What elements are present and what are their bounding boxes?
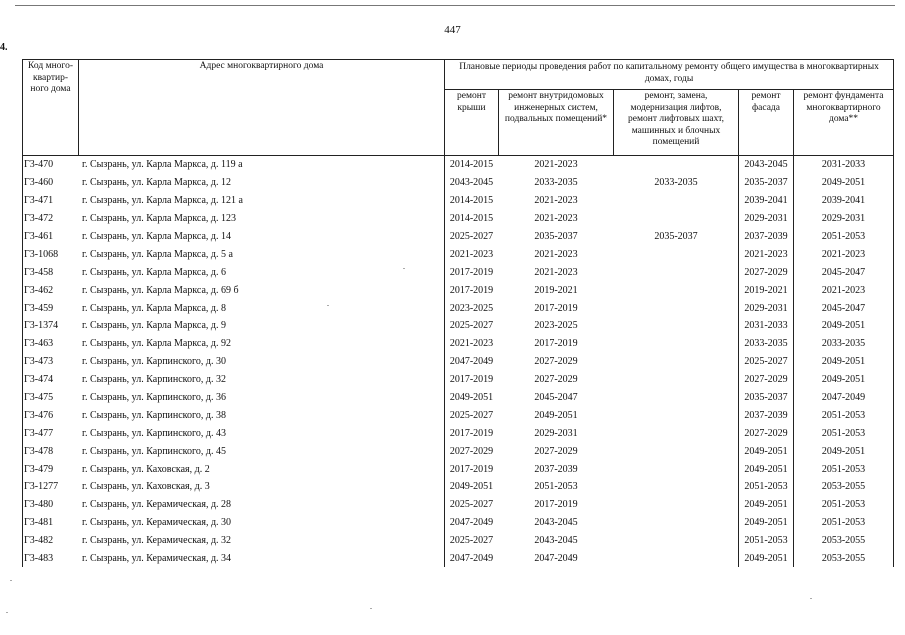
table-row xyxy=(23,371,894,389)
cell-roof: 2014-2015 xyxy=(445,156,499,174)
cell-systems: 2023-2025 xyxy=(534,320,578,332)
cell-facade: 2051-2053 xyxy=(739,478,794,496)
cell-address: г. Сызрань, ул. Карла Маркса, д. 9 xyxy=(82,320,227,332)
header-systems: ремонт внутридомовых инженерных систем, подвальных помещений* xyxy=(499,90,614,156)
cell-code: Г3-459 xyxy=(23,299,79,317)
cell-foundation: 2051-2053 xyxy=(794,460,894,478)
cell-roof: 2017-2019 xyxy=(445,460,499,478)
page-number: 447 xyxy=(444,24,461,36)
cell-facade: 2027-2029 xyxy=(739,371,794,389)
cell-elevators xyxy=(614,478,739,496)
cell-elevators xyxy=(614,514,739,532)
cell-roof: 2043-2045 xyxy=(445,174,499,192)
cell-elevators xyxy=(614,245,739,263)
cell-foundation: 2049-2051 xyxy=(794,174,894,192)
margin-mark: 4. xyxy=(0,42,8,53)
cell-roof: 2027-2029 xyxy=(445,442,499,460)
cell-foundation: 2039-2041 xyxy=(794,192,894,210)
cell-elevators xyxy=(614,156,739,174)
cell-roof: 2014-2015 xyxy=(445,192,499,210)
cell-foundation: 2047-2049 xyxy=(794,389,894,407)
cell-roof: 2047-2049 xyxy=(445,514,499,532)
cell-systems: 2021-2023 xyxy=(534,159,578,171)
cell-roof: 2047-2049 xyxy=(445,550,499,568)
cell-address: г. Сызрань, ул. Карла Маркса, д. 8 xyxy=(82,302,227,314)
cell-roof: 2049-2051 xyxy=(445,478,499,496)
scan-speck xyxy=(6,612,8,613)
cell-elevators xyxy=(614,389,739,407)
cell-foundation: 2033-2035 xyxy=(794,335,894,353)
table-row xyxy=(23,424,894,442)
cell-facade: 2043-2045 xyxy=(739,156,794,174)
cell-address: г. Сызрань, ул. Карпинского, д. 36 xyxy=(82,392,226,404)
cell-systems: 2051-2053 xyxy=(534,481,578,493)
cell-foundation: 2029-2031 xyxy=(794,210,894,228)
cell-address: г. Сызрань, ул. Карла Маркса, д. 69 б xyxy=(82,284,239,296)
cell-roof: 2025-2027 xyxy=(445,406,499,424)
cell-foundation: 2053-2055 xyxy=(794,550,894,568)
cell-address: г. Сызрань, ул. Керамическая, д. 30 xyxy=(82,517,232,529)
cell-address: г. Сызрань, ул. Керамическая, д. 32 xyxy=(82,535,232,547)
cell-facade: 2021-2023 xyxy=(739,245,794,263)
top-border-line xyxy=(15,5,895,6)
cell-address: г. Сызрань, ул. Карла Маркса, д. 5 а xyxy=(82,248,233,260)
cell-systems: 2021-2023 xyxy=(534,213,578,225)
table-row xyxy=(23,299,894,317)
cell-facade: 2049-2051 xyxy=(739,496,794,514)
cell-facade: 2029-2031 xyxy=(739,210,794,228)
cell-elevators xyxy=(614,335,739,353)
cell-elevators xyxy=(614,281,739,299)
cell-code: Г3-470 xyxy=(23,156,79,174)
cell-elevators: 2033-2035 xyxy=(654,177,698,189)
cell-roof: 2025-2027 xyxy=(445,496,499,514)
cell-roof: 2049-2051 xyxy=(445,389,499,407)
cell-systems: 2045-2047 xyxy=(534,392,578,404)
cell-roof: 2023-2025 xyxy=(445,299,499,317)
cell-foundation: 2051-2053 xyxy=(794,406,894,424)
cell-code: Г3-477 xyxy=(23,424,79,442)
cell-code: Г3-1374 xyxy=(23,317,79,335)
cell-elevators xyxy=(614,424,739,442)
table-row xyxy=(23,496,894,514)
cell-facade: 2037-2039 xyxy=(739,406,794,424)
cell-systems: 2017-2019 xyxy=(534,302,578,314)
cell-elevators xyxy=(614,550,739,568)
cell-systems: 2021-2023 xyxy=(534,266,578,278)
scan-speck xyxy=(403,268,405,269)
cell-roof: 2017-2019 xyxy=(445,424,499,442)
table-row xyxy=(23,460,894,478)
cell-systems: 2021-2023 xyxy=(534,195,578,207)
cell-code: Г3-475 xyxy=(23,389,79,407)
cell-code: Г3-480 xyxy=(23,496,79,514)
cell-code: Г3-461 xyxy=(23,228,79,246)
cell-foundation: 2049-2051 xyxy=(794,371,894,389)
scan-speck xyxy=(370,608,372,609)
table-row xyxy=(23,442,894,460)
cell-code: Г3-463 xyxy=(23,335,79,353)
cell-facade: 2051-2053 xyxy=(739,532,794,550)
cell-foundation: 2021-2023 xyxy=(794,245,894,263)
cell-foundation: 2049-2051 xyxy=(794,353,894,371)
cell-address: г. Сызрань, ул. Карпинского, д. 32 xyxy=(82,374,226,386)
cell-address: г. Сызрань, ул. Керамическая, д. 34 xyxy=(82,553,232,565)
table-row xyxy=(23,353,894,371)
cell-address: г. Сызрань, ул. Карла Маркса, д. 12 xyxy=(82,177,232,189)
cell-roof: 2025-2027 xyxy=(445,317,499,335)
cell-facade: 2049-2051 xyxy=(739,460,794,478)
cell-code: Г3-476 xyxy=(23,406,79,424)
cell-elevators xyxy=(614,317,739,335)
cell-elevators xyxy=(614,496,739,514)
cell-elevators xyxy=(614,263,739,281)
cell-elevators: 2035-2037 xyxy=(654,231,698,242)
cell-elevators xyxy=(614,353,739,371)
cell-systems: 2027-2029 xyxy=(534,356,578,368)
table-row xyxy=(23,192,894,210)
cell-foundation: 2053-2055 xyxy=(794,532,894,550)
cell-roof: 2025-2027 xyxy=(445,532,499,550)
cell-roof: 2021-2023 xyxy=(445,335,499,353)
cell-address: г. Сызрань, ул. Карла Маркса, д. 121 а xyxy=(82,195,243,207)
cell-address: г. Сызрань, ул. Карпинского, д. 30 xyxy=(82,356,226,368)
cell-roof: 2021-2023 xyxy=(445,245,499,263)
cell-roof: 2025-2027 xyxy=(445,228,499,246)
cell-facade: 2031-2033 xyxy=(739,317,794,335)
header-address: Адрес многоквартирного дома xyxy=(79,60,445,156)
cell-systems: 2037-2039 xyxy=(534,463,578,475)
header-roof: ремонт крыши xyxy=(445,90,499,156)
cell-elevators xyxy=(614,192,739,210)
cell-address: г. Сызрань, ул. Карпинского, д. 43 xyxy=(82,427,226,439)
cell-foundation: 2051-2053 xyxy=(794,228,894,246)
table-row xyxy=(23,281,894,299)
cell-systems: 2017-2019 xyxy=(534,338,578,350)
cell-address: г. Сызрань, ул. Карла Маркса, д. 6 xyxy=(82,266,227,278)
cell-facade: 2035-2037 xyxy=(739,174,794,192)
cell-facade: 2025-2027 xyxy=(739,353,794,371)
cell-elevators xyxy=(614,210,739,228)
cell-systems: 2033-2035 xyxy=(534,177,578,189)
header-code: Код много-квартир-ного дома xyxy=(23,60,79,156)
cell-systems: 2027-2029 xyxy=(534,374,578,386)
cell-facade: 2049-2051 xyxy=(739,514,794,532)
cell-foundation: 2051-2053 xyxy=(794,514,894,532)
cell-code: Г3-472 xyxy=(23,210,79,228)
cell-code: Г3-473 xyxy=(23,353,79,371)
cell-roof: 2017-2019 xyxy=(445,263,499,281)
cell-roof: 2014-2015 xyxy=(445,210,499,228)
table-row xyxy=(23,514,894,532)
cell-facade: 2029-2031 xyxy=(739,299,794,317)
table-row xyxy=(23,228,894,246)
table-row xyxy=(23,210,894,228)
cell-code: Г3-460 xyxy=(23,174,79,192)
header-elevators: ремонт, замена, модернизация лифтов, ремонт лифтовых шахт, машинных и блочных помещений xyxy=(614,90,739,156)
cell-code: Г3-1277 xyxy=(23,478,79,496)
header-facade: ремонт фасада xyxy=(739,90,794,156)
cell-elevators xyxy=(614,371,739,389)
cell-code: Г3-483 xyxy=(23,550,79,568)
cell-facade: 2035-2037 xyxy=(739,389,794,407)
cell-roof: 2017-2019 xyxy=(445,281,499,299)
cell-systems: 2035-2037 xyxy=(534,231,578,242)
cell-foundation: 2045-2047 xyxy=(794,299,894,317)
cell-elevators xyxy=(614,442,739,460)
scan-speck xyxy=(10,580,12,581)
cell-foundation: 2049-2051 xyxy=(794,317,894,335)
cell-address: г. Сызрань, ул. Карла Маркса, д. 123 xyxy=(82,213,237,225)
cell-systems: 2043-2045 xyxy=(534,535,578,547)
cell-foundation: 2045-2047 xyxy=(794,263,894,281)
cell-code: Г3-481 xyxy=(23,514,79,532)
table-row xyxy=(23,317,894,335)
cell-systems: 2049-2051 xyxy=(534,409,578,421)
cell-facade: 2019-2021 xyxy=(739,281,794,299)
scan-speck xyxy=(327,305,329,306)
cell-address: г. Сызрань, ул. Карла Маркса, д. 119 а xyxy=(82,159,243,171)
cell-systems: 2029-2031 xyxy=(534,427,578,439)
cell-foundation: 2021-2023 xyxy=(794,281,894,299)
cell-elevators xyxy=(614,532,739,550)
cell-foundation: 2031-2033 xyxy=(794,156,894,174)
cell-foundation: 2053-2055 xyxy=(794,478,894,496)
table-row xyxy=(23,335,894,353)
table-row xyxy=(23,532,894,550)
table-row xyxy=(23,174,894,192)
cell-facade: 2039-2041 xyxy=(739,192,794,210)
cell-facade: 2037-2039 xyxy=(739,228,794,246)
cell-facade: 2027-2029 xyxy=(739,424,794,442)
cell-code: Г3-474 xyxy=(23,371,79,389)
cell-code: Г3-479 xyxy=(23,460,79,478)
cell-systems: 2047-2049 xyxy=(534,553,578,565)
cell-code: Г3-458 xyxy=(23,263,79,281)
cell-elevators xyxy=(614,406,739,424)
cell-facade: 2049-2051 xyxy=(739,550,794,568)
cell-address: г. Сызрань, ул. Карла Маркса, д. 92 xyxy=(82,338,232,350)
scan-speck xyxy=(810,598,812,599)
capital-repair-schedule-table xyxy=(22,59,894,567)
cell-roof: 2047-2049 xyxy=(445,353,499,371)
cell-code: Г3-471 xyxy=(23,192,79,210)
cell-address: г. Сызрань, ул. Карпинского, д. 38 xyxy=(82,409,226,421)
cell-address: г. Сызрань, ул. Керамическая, д. 28 xyxy=(82,499,232,511)
cell-code: Г3-462 xyxy=(23,281,79,299)
table-row xyxy=(23,156,894,174)
table-row xyxy=(23,263,894,281)
table-row xyxy=(23,245,894,263)
cell-foundation: 2051-2053 xyxy=(794,424,894,442)
header-periods-group: Плановые периоды проведения работ по капитальному ремонту общего имущества в многоквартирных домах, годы xyxy=(445,60,894,90)
cell-systems: 2019-2021 xyxy=(534,284,578,296)
cell-facade: 2027-2029 xyxy=(739,263,794,281)
cell-facade: 2049-2051 xyxy=(739,442,794,460)
table-row xyxy=(23,550,894,568)
cell-code: Г3-1068 xyxy=(23,245,79,263)
cell-foundation: 2051-2053 xyxy=(794,496,894,514)
table-body xyxy=(23,156,894,568)
cell-systems: 2043-2045 xyxy=(534,517,578,529)
cell-elevators xyxy=(614,460,739,478)
cell-facade: 2033-2035 xyxy=(739,335,794,353)
header-foundation: ремонт фундамента многоквартирного дома** xyxy=(794,90,894,156)
cell-address: г. Сызрань, ул. Каховская, д. 2 xyxy=(82,463,210,475)
cell-address: г. Сызрань, ул. Карла Маркса, д. 14 xyxy=(82,231,232,242)
cell-code: Г3-478 xyxy=(23,442,79,460)
cell-elevators xyxy=(614,299,739,317)
cell-systems: 2027-2029 xyxy=(534,445,578,457)
table-row xyxy=(23,406,894,424)
cell-systems: 2017-2019 xyxy=(534,499,578,511)
cell-systems: 2021-2023 xyxy=(534,248,578,260)
cell-foundation: 2049-2051 xyxy=(794,442,894,460)
table-row xyxy=(23,478,894,496)
cell-address: г. Сызрань, ул. Каховская, д. 3 xyxy=(82,481,210,493)
cell-code: Г3-482 xyxy=(23,532,79,550)
cell-roof: 2017-2019 xyxy=(445,371,499,389)
table-row xyxy=(23,389,894,407)
cell-address: г. Сызрань, ул. Карпинского, д. 45 xyxy=(82,445,226,457)
